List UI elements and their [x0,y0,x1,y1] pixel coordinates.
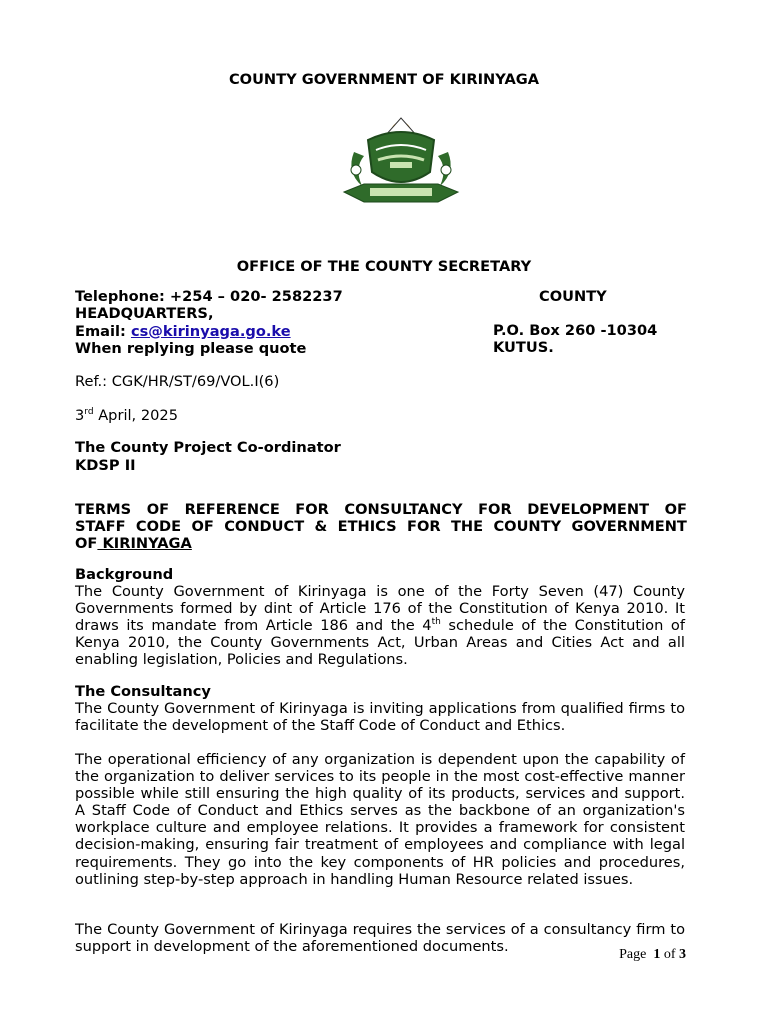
postal-address [493,322,657,357]
reply-quote: When replying please quote [75,339,307,357]
consultancy-paragraph-1: The County Government of Kirinyaga is inviting applications from qualified firms to facilitate the development of the Staff Code of Conduct and Ethics. [75,700,685,735]
page-footer: Page 1 of 3 [619,947,686,962]
hq-line1: COUNTY [539,288,607,305]
title-line3: OF KIRINYAGA [75,535,192,553]
telephone-label: Telephone: [75,288,165,305]
background-heading: Background [75,566,174,583]
reference-number: Ref.: CGK/HR/ST/69/VOL.I(6) [75,373,280,390]
email-link[interactable]: cs@kirinyaga.go.ke [130,322,291,340]
town: KUTUS. [493,339,554,357]
consultancy-paragraph-3: The County Government of Kirinyaga requires the services of a consultancy firm to support in development of the aforementioned documents. [75,921,685,956]
document-title [75,501,687,552]
org-heading: COUNTY GOVERNMENT OF KIRINYAGA [228,71,540,88]
title-line1: TERMS OF REFERENCE FOR CONSULTANCY FOR DEVELOPMENT OF [75,501,687,518]
letter-date: 3rd April, 2025 [75,407,178,424]
addressee [75,439,687,474]
hq-line2: HEADQUARTERS, [75,305,214,323]
letterhead-contacts [75,288,343,357]
background-paragraph: The County Government of Kirinyaga is one of the Forty Seven (47) County Governments formed by dint of Article 176 of the Constitution of Kenya 2010. It draws its mandate from Article 186 and the 4th schedule of the Constitution of Kenya 2010, the County Governments Act, Urban Areas and Cities Act and all enabling legislation, Policies and Regulations. [75,583,685,669]
office-heading: OFFICE OF THE COUNTY SECRETARY [236,258,532,275]
county-coat-of-arms [340,110,462,212]
title-line2: STAFF CODE OF CONDUCT & ETHICS FOR THE COUNTY GOVERNMENT [75,518,687,536]
consultancy-paragraph-2: The operational efficiency of any organization is dependent upon the capability of the organization to deliver services to its people in the most cost-effective manner possible while still ensuring the high quality of its products, services and support. A Staff Code of Conduct and Ethics serves as the backbone of an organization's workplace culture and employee relations. It provides a framework for consistent decision-making, ensuring fair treatment of employees and compliance with legal requirements. They go into the key components of HR policies and procedures, outlining step-by-step approach in handling Human Resource related issues. [75,751,685,888]
addressee-line2: KDSP II [75,456,136,474]
consultancy-heading: The Consultancy [75,683,211,700]
addressee-line1: The County Project Co-ordinator [75,439,341,456]
po-box: P.O. Box 260 -10304 [493,322,658,339]
telephone-number: +254 – 020- 2582237 [169,288,343,305]
email-label: Email: [75,322,126,340]
